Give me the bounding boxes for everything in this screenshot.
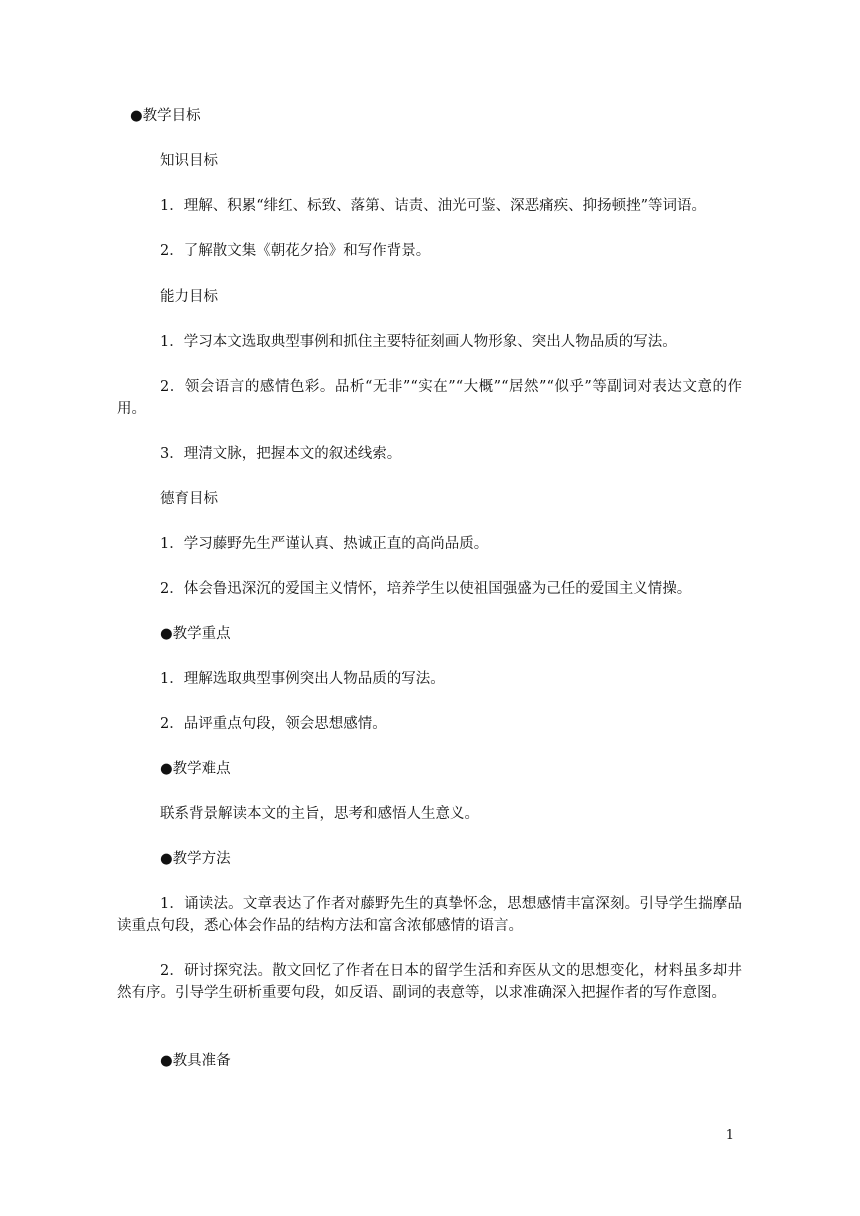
paragraph: 3．理清文脉，把握本文的叙述线索。 xyxy=(160,446,402,462)
section-heading-key-points: ●教学重点 xyxy=(160,626,231,642)
paragraph: 2．体会鲁迅深沉的爱国主义情怀，培养学生以使祖国强盛为己任的爱国主义情操。 xyxy=(160,581,692,597)
paragraph: 2．领会语言的感情色彩。品析“无非”“实在”“大概”“居然”“似乎”等副词对表达文意的作用。 xyxy=(117,379,742,417)
paragraph: 1．理解、积累“绯红、标致、落第、诘责、油光可鉴、深恶痛疾、抑扬顿挫”等词语。 xyxy=(160,198,707,214)
subheading-moral-goals: 德育目标 xyxy=(160,491,218,507)
section-heading-methods: ●教学方法 xyxy=(160,851,231,867)
subheading-knowledge-goals: 知识目标 xyxy=(160,153,218,169)
section-heading-teaching-goals: ●教学目标 xyxy=(130,108,201,124)
section-heading-materials: ●教具准备 xyxy=(160,1053,231,1069)
page-number: 1 xyxy=(725,1128,734,1143)
paragraph: 联系背景解读本文的主旨，思考和感悟人生意义。 xyxy=(160,806,479,822)
paragraph: 2．品评重点句段，领会思想感情。 xyxy=(160,716,387,732)
paragraph: 2．研讨探究法。散文回忆了作者在日本的留学生活和弃医从文的思想变化，材料虽多却井然有序。引导学生研析重要句段，如反语、副词的表意等，以求准确深入把握作者的写作意图。 xyxy=(117,963,742,1001)
paragraph: 1．理解选取典型事例突出人物品质的写法。 xyxy=(160,671,445,687)
paragraph: 1．学习藤野先生严谨认真、热诚正直的高尚品质。 xyxy=(160,536,489,552)
paragraph: 2．了解散文集《朝花夕拾》和写作背景。 xyxy=(160,243,431,259)
paragraph: 1．诵读法。文章表达了作者对藤野先生的真挚怀念，思想感情丰富深刻。引导学生揣摩品读重点句段，悉心体会作品的结构方法和富含浓郁感情的语言。 xyxy=(117,896,742,934)
subheading-ability-goals: 能力目标 xyxy=(160,289,218,305)
section-heading-difficulties: ●教学难点 xyxy=(160,761,231,777)
paragraph: 1．学习本文选取典型事例和抓住主要特征刻画人物形象、突出人物品质的写法。 xyxy=(160,334,677,350)
